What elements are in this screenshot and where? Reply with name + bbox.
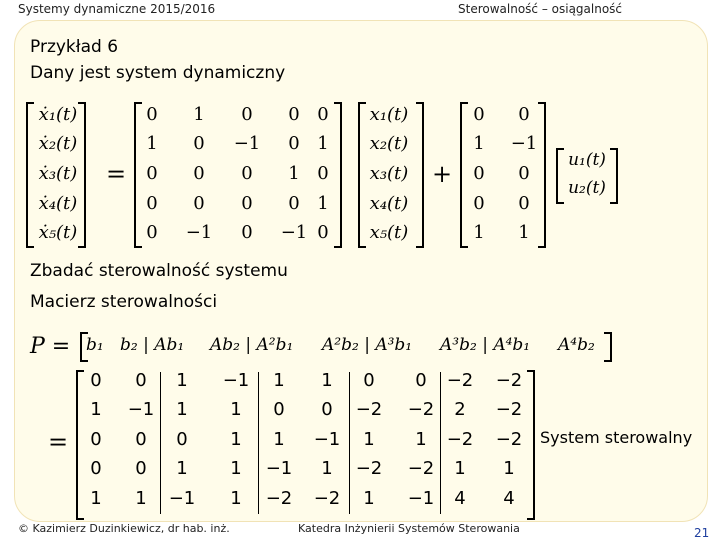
- p-column-separator: [160, 372, 161, 514]
- equals-sign: =: [106, 160, 127, 188]
- plus-sign: +: [432, 160, 453, 188]
- u-left-bracket: [556, 148, 564, 204]
- matrix-label: Macierz sterowalności: [30, 292, 218, 312]
- p-column-separator: [349, 372, 350, 514]
- a-right-bracket: [334, 102, 342, 248]
- x-right-bracket: [416, 102, 424, 248]
- p-term: b₁: [86, 335, 104, 355]
- p-term: Ab₂ | A²b₁: [210, 335, 294, 355]
- header-course: Systemy dynamiczne 2015/2016: [18, 2, 216, 16]
- b-left-bracket: [460, 102, 468, 248]
- p-term: A³b₂ | A⁴b₁: [440, 335, 531, 355]
- p-term: A²b₂ | A³b₁: [322, 335, 413, 355]
- xdot-right-bracket: [78, 102, 86, 248]
- p-equals-sign: =: [48, 428, 69, 456]
- x-left-bracket: [358, 102, 366, 248]
- page-number: 21: [694, 526, 710, 540]
- u-right-bracket: [610, 148, 618, 204]
- a-left-bracket: [134, 102, 142, 248]
- p-def-right-bracket: [604, 332, 612, 362]
- p-term: A⁴b₂: [558, 335, 595, 355]
- xdot-left-bracket: [26, 102, 34, 248]
- example-title: Przykład 6: [30, 37, 119, 57]
- intro-text: Dany jest system dynamiczny: [30, 63, 286, 83]
- p-column-separator: [258, 372, 259, 514]
- p-column-separator: [440, 372, 441, 514]
- p-lhs: P =: [30, 334, 71, 359]
- conclusion-text: System sterowalny: [540, 428, 693, 447]
- header-topic: Sterowalność – osiągalność: [458, 2, 623, 16]
- footer-department: Katedra Inżynierii Systemów Sterowania: [298, 522, 520, 535]
- p-right-bracket: [527, 370, 535, 520]
- slide: Systemy dynamiczne 2015/2016 Sterowalność – osiągalność Przykład 6 Dany jest system dynamiczny ẋ₁(t) ẋ₂(t) ẋ₃(t) ẋ₄(t) ẋ₅(t) = 0 1 0 0 0 1 0 −1 0 1 0 0 0 1 0 0 0 0 0 1 0 −1 0 −1 0 x₁(t) x₂(t) x₃(t) x₄(t) x₅(t) + 0 0 1 −1 0 0 0 0 1 1 u₁(t) u₂(t) Zbadać sterowalność systemu Macierz sterowalności P = b₁ b₂ | Ab₁ Ab₂ | A²b₁ A²b₂ | A³b₁ A³b₂ | A⁴b₁ A⁴b₂ 0 0 1 −1 1 1 0 0 −2 −2 1 −1 1 1 0 0 −2 −2 2 −2 0 0 0 1 1 −1 1 1 −2 −2 0 0 1 1 −1 1 −2 −2 1 1 1 1 −1 1 −2 −2 1 −1 4 4 = System sterowalny © Kazimierz Duzinkiewicz, dr hab. inż. Katedra Inżynierii Systemów Sterowania 21: [0, 0, 720, 540]
- b-right-bracket: [538, 102, 546, 248]
- p-left-bracket: [76, 370, 84, 520]
- task-text: Zbadać sterowalność systemu: [30, 261, 288, 281]
- footer-author: © Kazimierz Duzinkiewicz, dr hab. inż.: [18, 522, 230, 535]
- p-term: b₂ | Ab₁: [120, 335, 185, 355]
